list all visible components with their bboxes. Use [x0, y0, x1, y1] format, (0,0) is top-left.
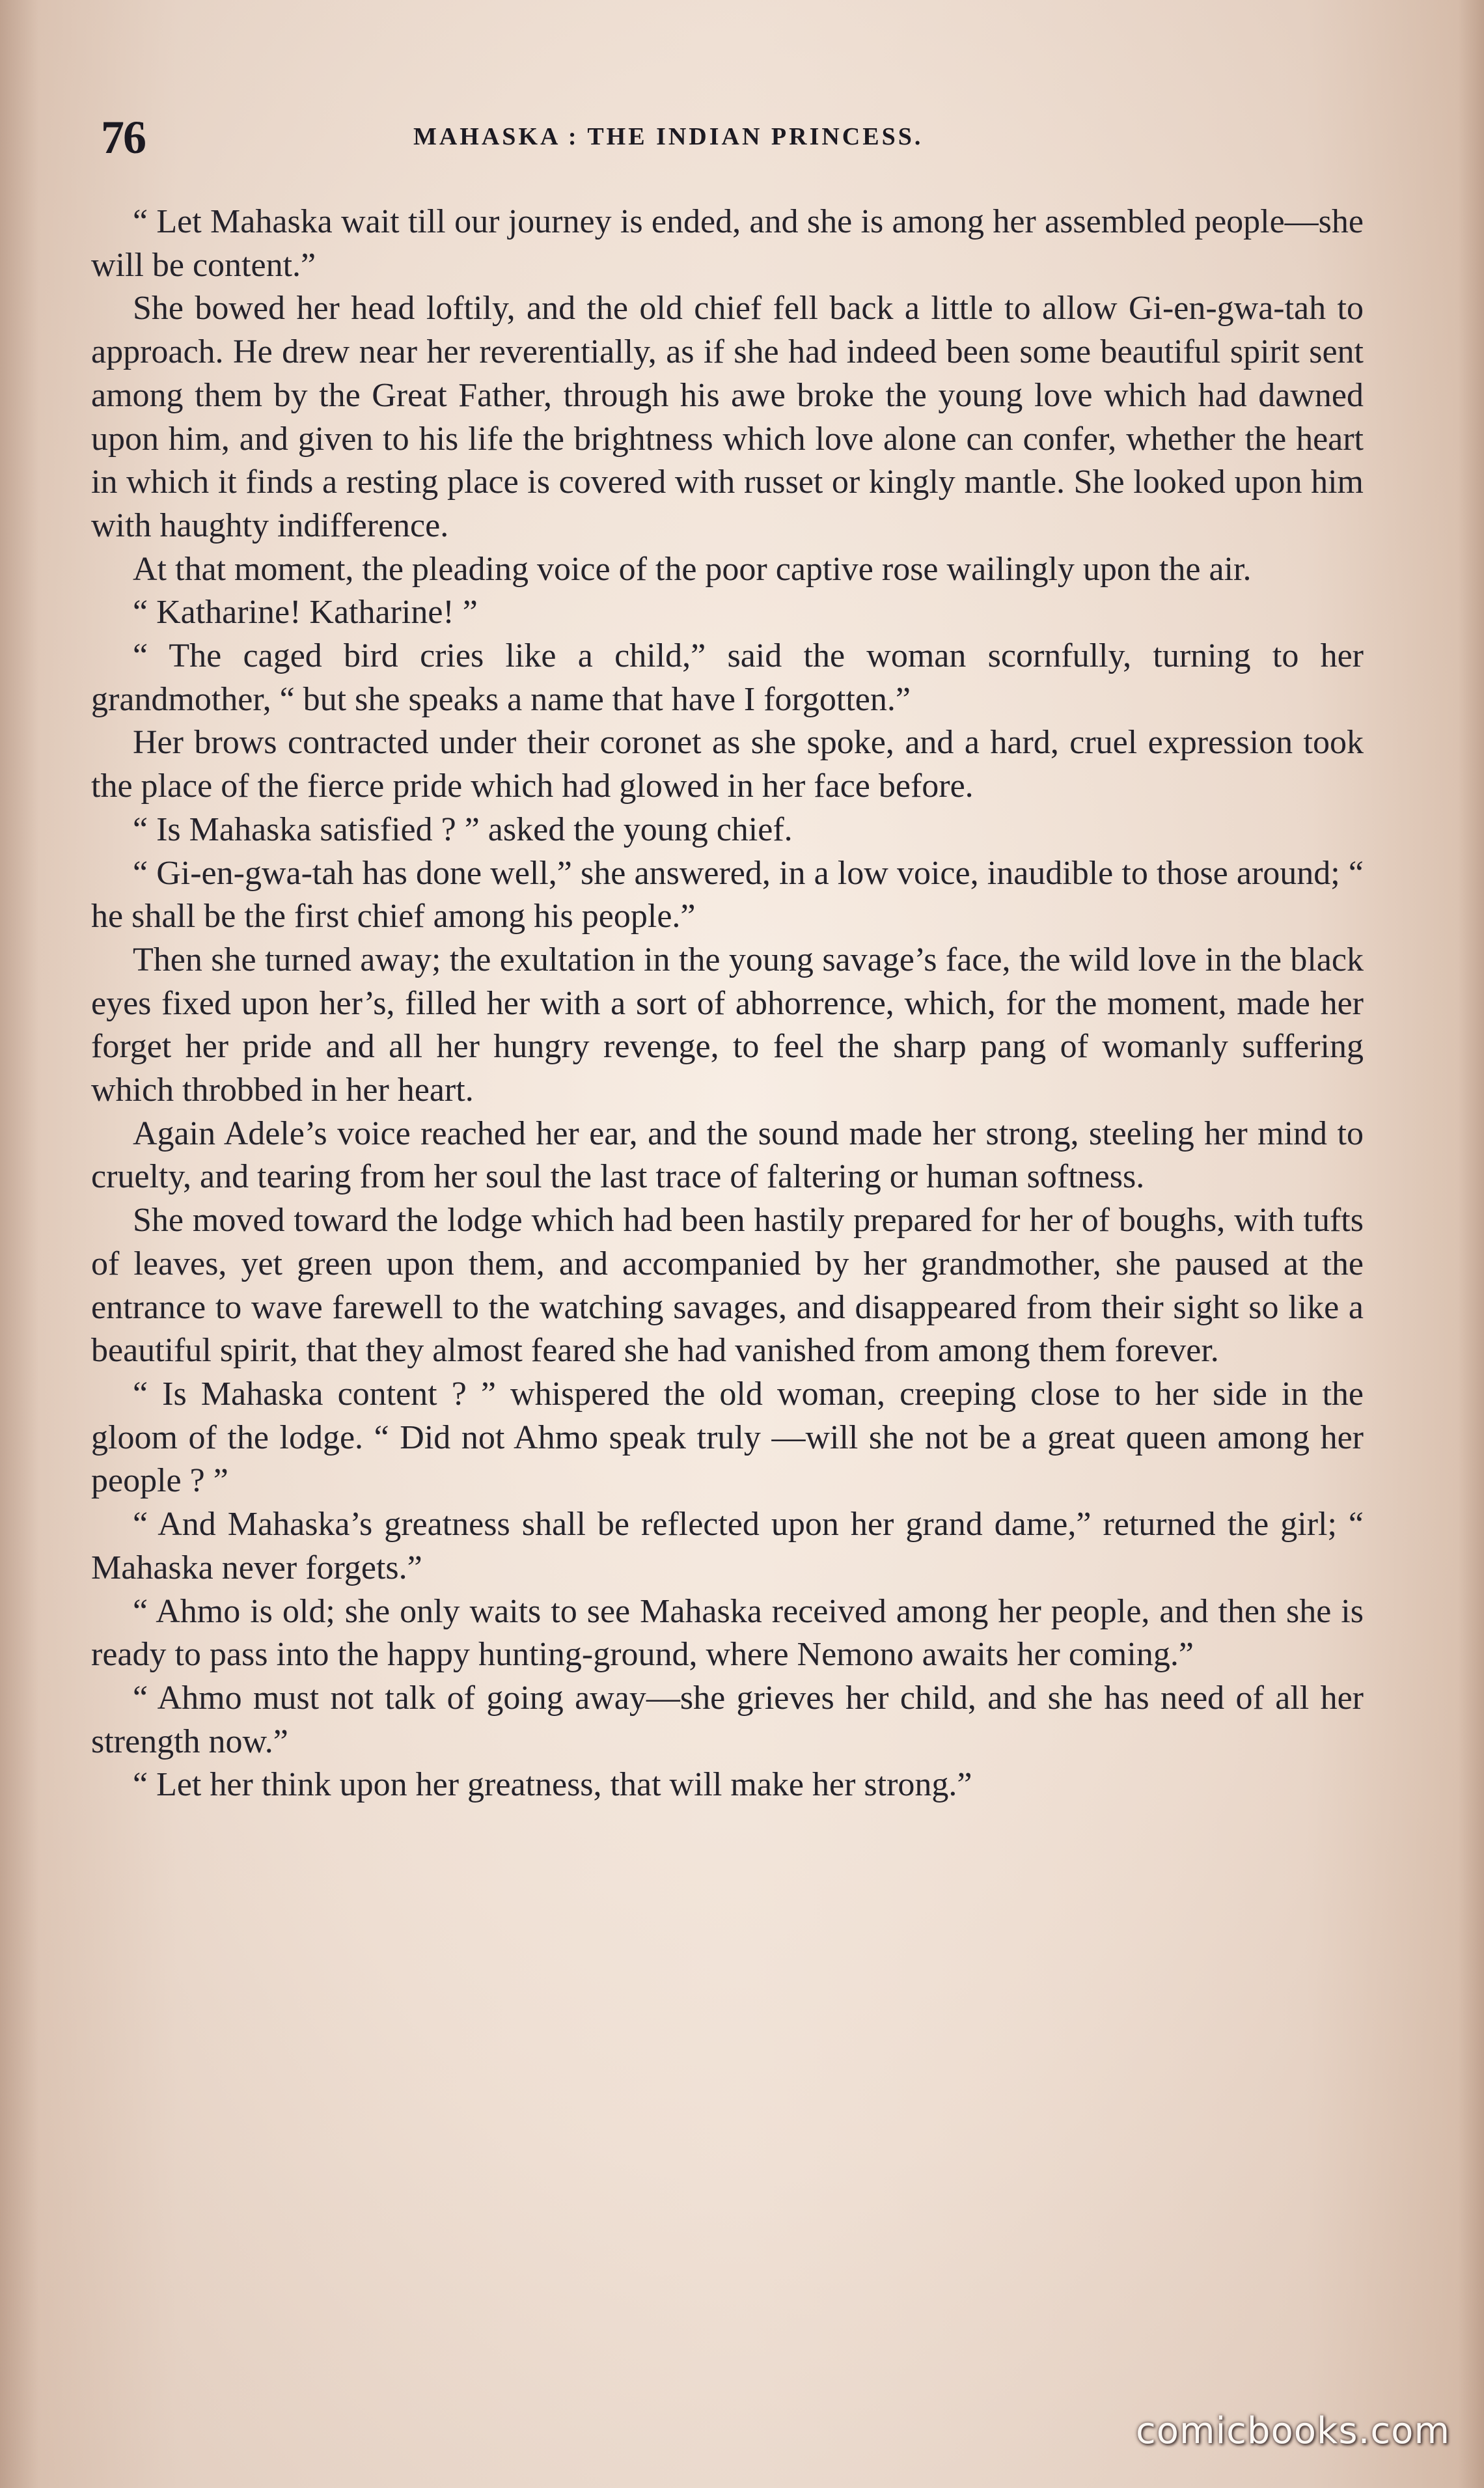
paragraph: “ And Mahaska’s greatness shall be reflected upon her grand dame,” returned the girl; “ Mahaska never forgets.” — [91, 1506, 1364, 1586]
page-header — [101, 111, 1357, 163]
paragraph: She bowed her head loftily, and the old chief fell back a little to allow Gi-en-gwa-tah to approach. He drew near her reverentially, as if she had indeed been some beautiful spirit sent among them by the Great Father, through his awe broke the young love which had dawned upon him, and given to his life the brightness which love alone can confer, whether the heart in which it finds a resting place is covered with russet or kingly mantle. She looked upon him with haughty indifference. — [91, 290, 1364, 544]
paragraph: “ Let Mahaska wait till our journey is ended, and she is among her assembled people—she will be content.” — [91, 203, 1364, 284]
running-head: MAHASKA : THE INDIAN PRINCESS. — [413, 123, 924, 150]
paragraph: “ Ahmo is old; she only waits to see Mahaska received among her people, and then she is ready to pass into the happy hunting-ground, where Nemono awaits her coming.” — [91, 1592, 1364, 1674]
paragraph: “ Ahmo must not talk of going away—she grieves her child, and she has need of all her strength now.” — [91, 1679, 1364, 1760]
paragraph: “ The caged bird cries like a child,” said the woman scornfully, turning to her grandmother, “ but she speaks a name that have I forgotten.” — [91, 637, 1364, 718]
paragraph: Her brows contracted under their coronet as she spoke, and a hard, cruel expression took the place of the fierce pride which had glowed in her face before. — [91, 724, 1364, 805]
body-text — [91, 200, 1364, 1807]
paragraph: “ Gi-en-gwa-tah has done well,” she answered, in a low voice, inaudible to those around; “ he shall be the first chief among his people.” — [91, 854, 1364, 935]
page-edge-shadow-left — [0, 0, 39, 2488]
page-number: 76 — [101, 111, 145, 163]
page-edge-shadow-right — [1458, 0, 1484, 2488]
paragraph: At that moment, the pleading voice of the poor captive rose wailingly upon the air. — [133, 550, 1252, 588]
paragraph: “ Is Mahaska satisfied ? ” asked the young chief. — [133, 810, 793, 848]
paragraph: She moved toward the lodge which had been hastily prepared for her of boughs, with tufts of leaves, yet green upon them, and accompanied by her grandmother, she paused at the entrance to wave farewell to the watching savages, and disappeared from their sight so like a beautiful spirit, that they almost feared she had vanished from among them forever. — [91, 1202, 1364, 1370]
watermark-logo: comicbooks.com — [1135, 2410, 1450, 2452]
paragraph: “ Katharine! Katharine! ” — [133, 594, 478, 631]
paragraph: Again Adele’s voice reached her ear, and the sound made her strong, steeling her mind to cruelty, and tearing from her soul the last trace of faltering or human softness. — [91, 1114, 1364, 1196]
paragraph: “ Is Mahaska content ? ” whispered the old woman, creeping close to her side in the gloom of the lodge. “ Did not Ahmo speak truly —will she not be a great queen among her people ? ” — [91, 1375, 1364, 1500]
paragraph: Then she turned away; the exultation in the young savage’s face, the wild love in the black eyes fixed upon her’s, filled her with a sort of abhorrence, which, for the moment, made her forget her pride and all her hungry revenge, to feel the sharp pang of womanly suffering which throbbed in her heart. — [91, 941, 1364, 1109]
paragraph: “ Let her think upon her greatness, that will make her strong.” — [133, 1766, 972, 1804]
